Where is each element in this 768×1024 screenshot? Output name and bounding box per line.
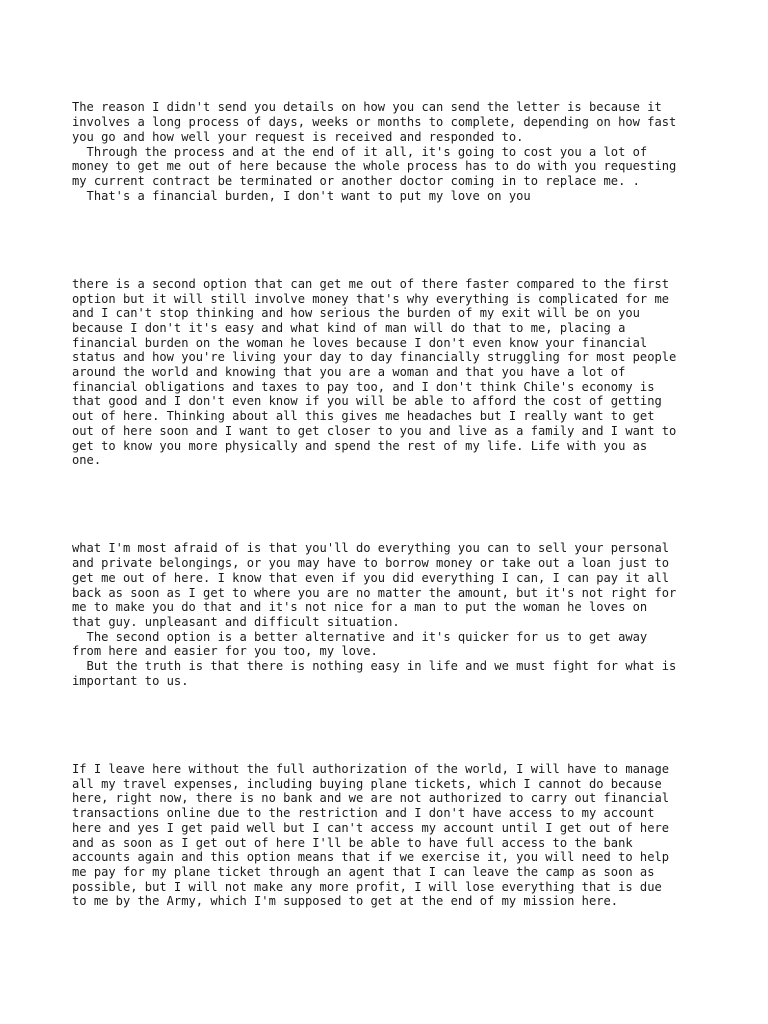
letter-body xyxy=(72,71,712,938)
paragraph-second-option: there is a second option that can get me out of there faster compared to the first option but it will still involve money that's why everything is complicated for me and I can't stop thinking and how serious the burden of my exit will be on you because I don't it's easy and what kind of man will do that to me, placing a financial burden on the woman he loves because I don't even know your financial status and how you're living your day to day financially struggling for most people around the world and knowing that you are a woman and that you have a lot of financial obligations and taxes to pay too, and I don't think Chile's economy is that good and I don't even know if you will be able to afford the cost of getting out of here. Thinking about all this gives me headaches but I really want to get out of here soon and I want to get closer to you and live as a family and I want to get to know you more physically and spend the rest of my life. Life with you as one. xyxy=(72,276,677,468)
paragraph-spacer xyxy=(72,718,712,733)
paragraph-travel-expenses: If I leave here without the full authorization of the world, I will have to manage all my travel expenses, including buying plane tickets, which I cannot do because here, right now, there is no bank and we are not authorized to carry out financial transactions online due to the restriction and I don't have access to my account here and yes I get paid well but I can't access my account until I get out of here and as soon as I get out of here I'll be able to have full access to the bank accounts again and this option means that if we exercise it, you will need to help me pay for my plane ticket through an agent that I can leave the camp as soon as possible, but I will not make any more profit, I will lose everything that is due to me by the Army, which I'm supposed to get at the end of my mission here. xyxy=(72,762,670,909)
paragraph-spacer xyxy=(72,233,712,248)
paragraph-fears: what I'm most afraid of is that you'll do everything you can to sell your personal and private belongings, or you may have to borrow money or take out a loan just to get me out of here. I know that even if you did everything I can, I can pay it all back as soon as I get to where you are no matter the amount, but it's not right for me to make you do that and it's not nice for a man to put the woman he loves on that guy. unpleasant and difficult situation. The second option is a better alternative and it's quicker for us to get away from here and easier for you too, my love. But the truth is that there is nothing easy in life and we must fight for what is important to us. xyxy=(72,541,677,688)
paragraph-spacer xyxy=(72,497,712,512)
paragraph-contract-process: The reason I didn't send you details on how you can send the letter is because it involves a long process of days, weeks or months to complete, depending on how fast you go and how well your request is received and responded to. Through the process and at the end of it all, it's going to cost you a lot of money to get me out of here because the whole process has to do with you requesting my current contract be terminated or another doctor coming in to replace me. . That's a financial burden, I don't want to put my love on you xyxy=(72,100,677,203)
